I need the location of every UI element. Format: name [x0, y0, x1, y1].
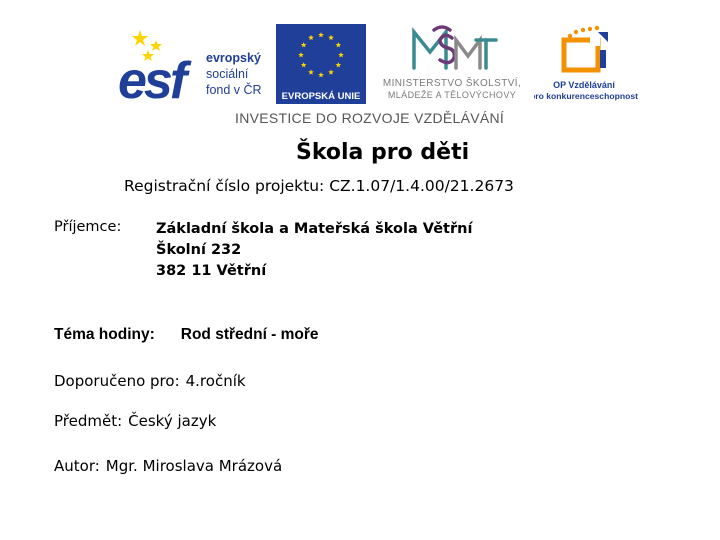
investice-slogan: INVESTICE DO ROZVOJE VZDĚLÁVÁNÍ — [235, 110, 505, 126]
op-caption-1: OP Vzdělávání — [553, 80, 615, 90]
topic-value: Rod střední - moře — [180, 326, 319, 343]
registration-number: Registrační číslo projektu: CZ.1.07/1.4.00/21.2673 — [124, 177, 514, 195]
esf-logo — [118, 26, 268, 104]
op-caption-2: pro konkurenceschopnost — [534, 91, 638, 101]
subject-label: Předmět: — [54, 412, 123, 430]
esf-line-1: evropský — [206, 51, 261, 65]
recipient-line: Základní škola a Mateřská škola Větřní — [156, 221, 473, 237]
recommended-label: Doporučeno pro: — [54, 372, 180, 390]
recommended-value: 4.ročník — [185, 372, 246, 390]
esf-line-3: fond v ČR — [206, 83, 262, 97]
recipient-address — [156, 219, 472, 282]
msmt-logo — [372, 22, 532, 106]
msmt-caption-2: MLÁDEŽE A TĚLOVÝCHOVY — [387, 90, 517, 100]
recipient-line: Školní 232 — [156, 242, 242, 258]
eu-flag-logo — [276, 24, 366, 104]
recommended-row — [54, 372, 246, 390]
op-vzdelavani-logo — [534, 22, 646, 104]
subject-row — [54, 412, 216, 430]
subject-value: Český jazyk — [128, 412, 217, 430]
recipient-line: 382 11 Větřní — [156, 263, 267, 279]
author-label: Autor: — [54, 457, 100, 475]
recipient-label: Příjemce: — [54, 219, 122, 235]
author-row — [54, 457, 282, 475]
esf-letters: esf — [118, 52, 185, 104]
page-title: Škola pro děti — [296, 140, 470, 165]
topic-label: Téma hodiny: — [54, 326, 155, 343]
esf-line-2: sociální — [206, 67, 249, 81]
topic-row — [54, 326, 319, 344]
eu-caption: EVROPSKÁ UNIE — [281, 91, 361, 102]
author-value: Mgr. Miroslava Mrázová — [105, 457, 283, 475]
msmt-caption-1: MINISTERSTVO ŠKOLSTVÍ, — [382, 78, 522, 89]
